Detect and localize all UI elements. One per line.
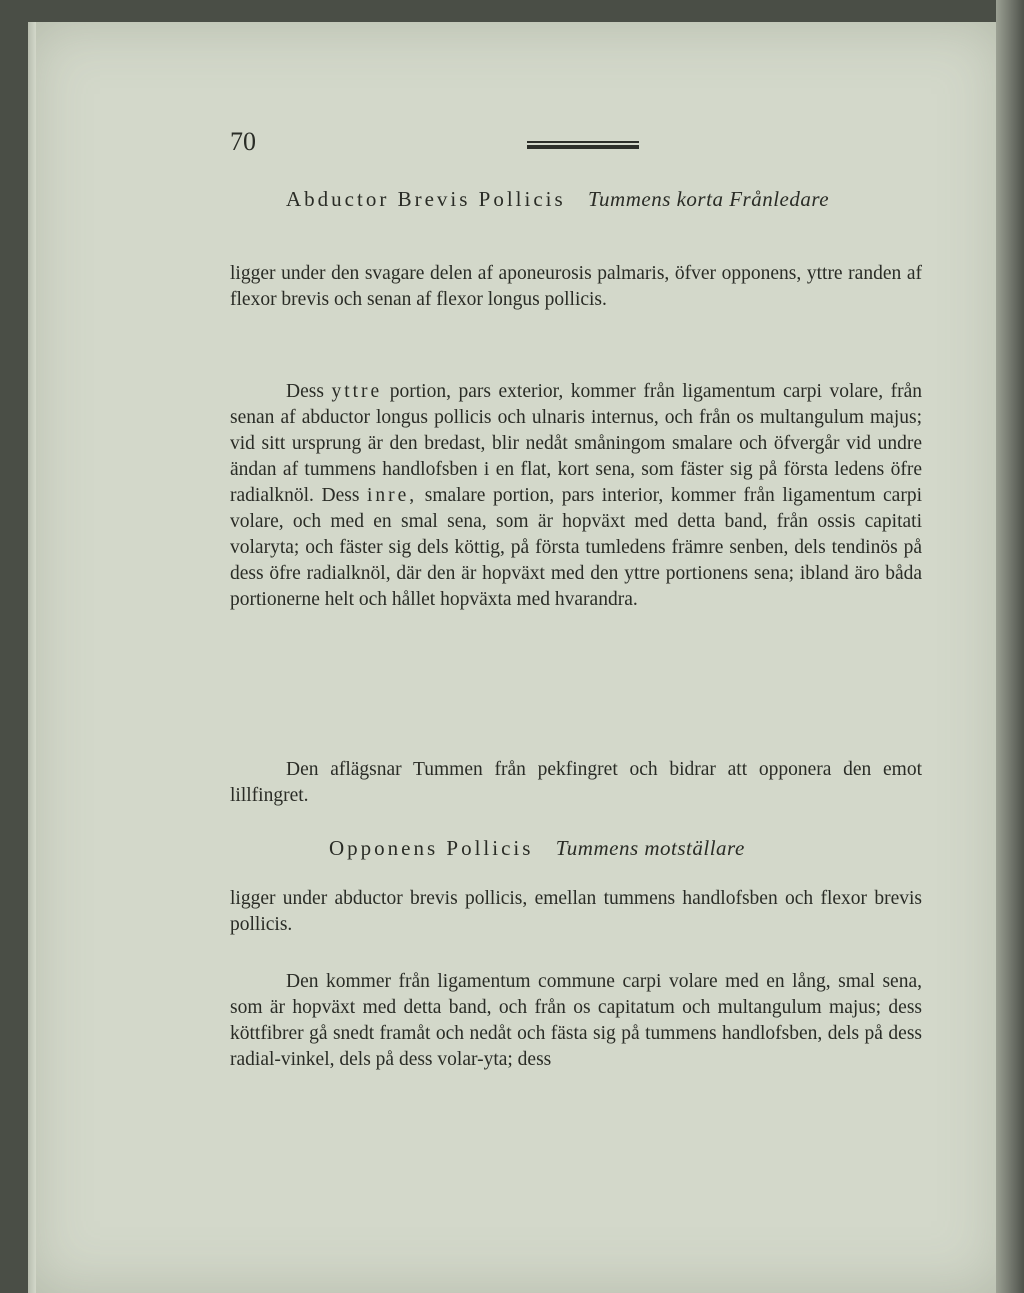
term-inner: inre, [366,485,418,506]
para2-lead: Dess [286,381,324,402]
heading-swedish: Tummens korta Frånledare [588,187,830,211]
book-spine-shadow [996,0,1024,1293]
page-left-edge [28,22,36,1293]
para2-text-inner: smalare portion, pars interior, kommer från ligamentum carpi volare, och med en smal sena, som är hopväxt med detta band, från ossis capitati volaryta; och fäster sig dels köttig, på första tumledens främre senben, dels tendinös på dess öfre radialknöl, där den är hopväxt med den yttre portionens sena; ibland äro båda portionerne helt och hållet hopväxta med hvarandra. [230,485,922,610]
para2-text-outer: portion, pars exterior, kommer från ligamentum carpi volare, från senan af abductor longus pollicis och ulnaris internus, och från os multangulum majus; vid sitt ursprung är den bredast, blir nedåt småningom smalare och öfvergår vid undre ändan af tummens handlofsben i en flat, kort sena, som fäster sig på första ledens öfre radialknöl. Dess [230,381,923,506]
paragraph-opponens-position: ligger under abductor brevis pollicis, emellan tummens handlofsben och flexor brevis pollicis. [230,888,922,935]
heading2-latin: Opponens Pollicis [329,836,534,860]
heading-latin: Abductor Brevis Pollicis [286,187,566,211]
book-page [28,22,1003,1293]
page-number: 70 [230,127,256,156]
term-outer: yttre [331,381,383,402]
section-heading-opponens [329,836,929,861]
paragraph-opponens-origin: Den kommer från ligamentum commune carpi volare med en lång, smal sena, som är hopväxt med detta band, och från os capitatum och multangulum majus; dess köttfibrer gå snedt framåt och nedåt och fästa sig på tummens handlofsben, dels på dess radial-vinkel, dels på dess volar-yta; dess [230,971,922,1070]
paragraph-function: Den aflägsnar Tummen från pekfingret och bidrar att opponera den emot lillfingret. [230,759,922,806]
header-rule-bottom [527,145,639,149]
section-heading-abductor [286,187,926,212]
header-rule-top [527,141,639,143]
heading2-swedish: Tummens motställare [555,836,745,860]
paragraph-position: ligger under den svagare delen af aponeurosis palmaris, öfver opponens, yttre randen af flexor brevis och senan af flexor longus pollicis. [230,263,922,310]
paragraph-origin-insertion [230,379,922,613]
